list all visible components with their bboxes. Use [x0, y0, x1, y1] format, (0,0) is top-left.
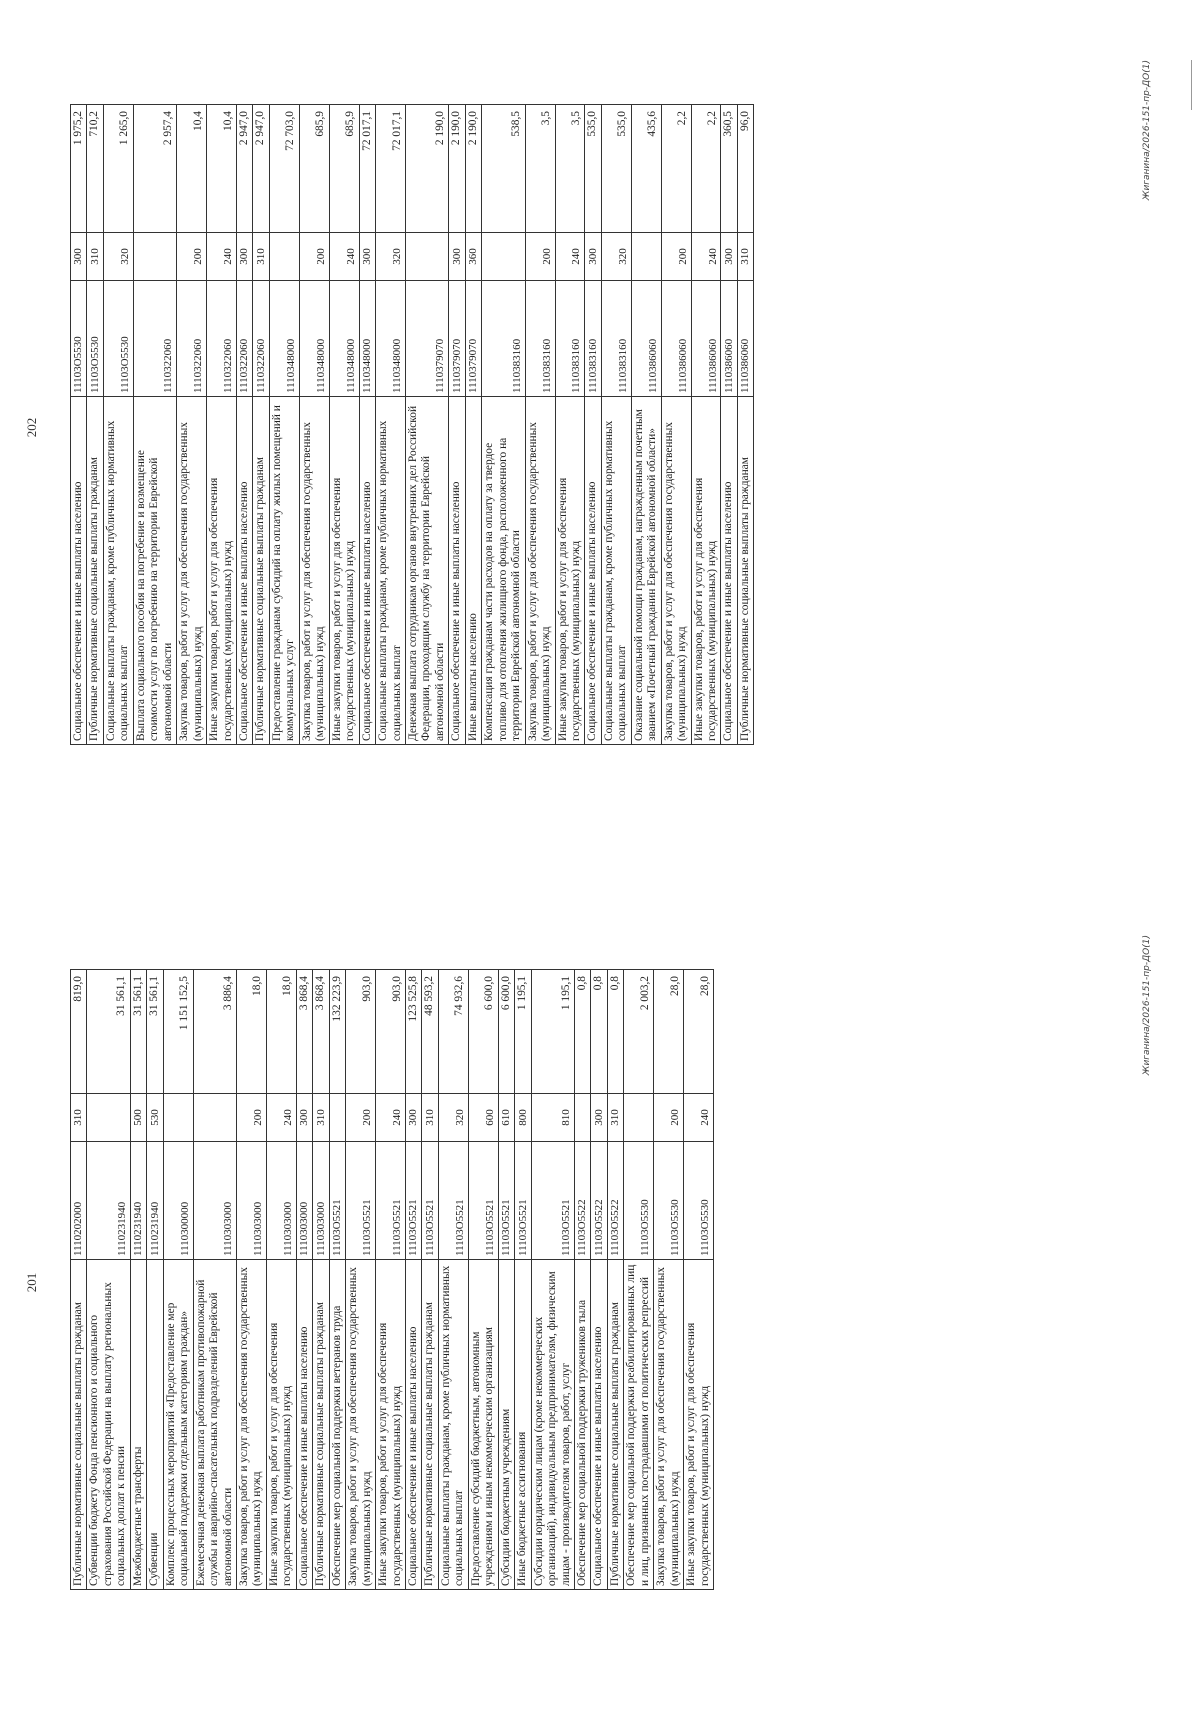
row-code-cell: 1110386060: [691, 281, 721, 397]
row-expense-type-cell: 300: [359, 233, 375, 281]
row-expense-type-cell: 530: [147, 1094, 163, 1142]
row-name-cell: Иные закупки товаров, работ и услуг для обеспечения государственных (муниципальных) нужд: [266, 1260, 296, 1590]
row-expense-type-cell: 240: [684, 1094, 714, 1142]
row-expense-type-cell: 600: [468, 1094, 498, 1142]
row-code-cell: 1110386060: [721, 281, 737, 397]
row-name-cell: Обеспечение мер социальной поддержки ветеранов труда: [329, 1260, 345, 1590]
row-name-cell: Предоставление гражданам субсидий на оплату жилых помещений и коммунальных услуг: [269, 397, 299, 745]
row-expense-type-cell: 310: [607, 1094, 623, 1142]
table-row: [737, 105, 753, 745]
table-row: [177, 105, 207, 745]
row-name-cell: Предоставление субсидий бюджетным, автономным учреждениям и иным некоммерческим организациям: [468, 1260, 498, 1590]
table-row: [193, 970, 236, 1590]
row-name-cell: Иные закупки товаров, работ и услуг для обеспечения государственных (муниципальных) нужд: [684, 1260, 714, 1590]
table-row: [236, 105, 252, 745]
row-name-cell: Иные закупки товаров, работ и услуг для обеспечения государственных (муниципальных) нужд: [691, 397, 721, 745]
table-row: [531, 970, 574, 1590]
table-row: [71, 105, 87, 745]
row-code-cell: 11103О5530: [684, 1142, 714, 1260]
row-name-cell: Закупка товаров, работ и услуг для обеспечения государственных (муниципальных) нужд: [654, 1260, 684, 1590]
row-expense-type-cell: 320: [438, 1094, 468, 1142]
row-code-cell: 11103О5521: [468, 1142, 498, 1260]
row-name-cell: Денежная выплата сотрудникам органов внутренних дел Российской Федерации, проходящим службу на территории Еврейской автономной области: [405, 397, 448, 745]
row-code-cell: 11103О5530: [624, 1142, 654, 1260]
row-expense-type-cell: 300: [296, 1094, 312, 1142]
row-amount-cell: 132 223,9: [329, 970, 345, 1094]
row-name-cell: Субвенции: [147, 1260, 163, 1590]
row-code-cell: 11103О5530: [87, 281, 103, 397]
row-amount-cell: 535,0: [601, 105, 631, 233]
table-row: [87, 970, 130, 1590]
row-amount-cell: 3 868,4: [313, 970, 329, 1094]
row-code-cell: 1110231940: [87, 1142, 130, 1260]
row-code-cell: 1110303000: [193, 1142, 236, 1260]
row-expense-type-cell: 200: [346, 1094, 376, 1142]
row-code-cell: 1110383160: [525, 281, 555, 397]
row-expense-type-cell: 320: [376, 233, 406, 281]
row-amount-cell: 31 561,1: [87, 970, 130, 1094]
row-expense-type-cell: [133, 233, 176, 281]
row-expense-type-cell: 240: [376, 1094, 406, 1142]
row-expense-type-cell: [574, 1094, 590, 1142]
row-name-cell: Закупка товаров, работ и услуг для обеспечения государственных (муниципальных) нужд: [236, 1260, 266, 1590]
row-code-cell: 1110231940: [147, 1142, 163, 1260]
page-left: [0, 855, 1200, 1710]
row-expense-type-cell: 300: [405, 1094, 421, 1142]
row-expense-type-cell: 240: [329, 233, 359, 281]
row-amount-cell: 1 195,1: [531, 970, 574, 1094]
row-name-cell: Публичные нормативные социальные выплаты гражданам: [607, 1260, 623, 1590]
row-amount-cell: 2 190,0: [449, 105, 465, 233]
row-expense-type-cell: 320: [103, 233, 133, 281]
row-amount-cell: 3 886,4: [193, 970, 236, 1094]
page-number: 201: [24, 1272, 39, 1293]
row-amount-cell: 360,5: [721, 105, 737, 233]
row-code-cell: 1110348000: [269, 281, 299, 397]
row-amount-cell: 28,0: [684, 970, 714, 1094]
row-code-cell: 11103О5530: [71, 281, 87, 397]
row-amount-cell: 1 975,2: [71, 105, 87, 233]
row-amount-cell: 72 703,0: [269, 105, 299, 233]
table-row: [607, 970, 623, 1590]
row-code-cell: 1110383160: [482, 281, 525, 397]
row-code-cell: 1110303000: [266, 1142, 296, 1260]
row-name-cell: Социальное обеспечение и иные выплаты населению: [449, 397, 465, 745]
table-row: [405, 970, 421, 1590]
row-amount-cell: 0,8: [591, 970, 607, 1094]
table-row: [405, 105, 448, 745]
row-name-cell: Закупка товаров, работ и услуг для обеспечения государственных (муниципальных) нужд: [661, 397, 691, 745]
table-row: [465, 105, 481, 745]
table-row: [591, 970, 607, 1590]
table-row: [482, 105, 525, 745]
table-row: [585, 105, 601, 745]
row-code-cell: 1110300000: [163, 1142, 193, 1260]
row-code-cell: 1110322060: [253, 281, 269, 397]
row-amount-cell: 0,8: [574, 970, 590, 1094]
row-amount-cell: 74 932,6: [438, 970, 468, 1094]
row-code-cell: 1110303000: [236, 1142, 266, 1260]
row-amount-cell: 903,0: [346, 970, 376, 1094]
budget-table: [70, 104, 754, 745]
table-row: [661, 105, 691, 745]
row-amount-cell: 2,2: [691, 105, 721, 233]
table-row: [130, 970, 146, 1590]
row-expense-type-cell: 300: [449, 233, 465, 281]
row-expense-type-cell: 610: [498, 1094, 514, 1142]
row-expense-type-cell: 200: [654, 1094, 684, 1142]
row-name-cell: Субсидии юридическим лицам (кроме некоммерческих организаций), индивидуальным предпринимателям, физическим лицам - производителям товаров, работ, услуг: [531, 1260, 574, 1590]
table-row: [359, 105, 375, 745]
row-name-cell: Субсидии бюджетным учреждениям: [498, 1260, 514, 1590]
table-row: [266, 970, 296, 1590]
document-footer: Жиганина/2026-151-пр-ДО(1): [1142, 935, 1152, 1076]
row-expense-type-cell: 300: [591, 1094, 607, 1142]
table-row: [654, 970, 684, 1590]
row-code-cell: 1110231940: [130, 1142, 146, 1260]
table-row: [498, 970, 514, 1590]
row-amount-cell: 6 600,0: [468, 970, 498, 1094]
row-amount-cell: 0,8: [607, 970, 623, 1094]
row-name-cell: Социальное обеспечение и иные выплаты населению: [721, 397, 737, 745]
row-code-cell: 11103О5530: [103, 281, 133, 397]
row-amount-cell: 1 265,0: [103, 105, 133, 233]
row-expense-type-cell: [405, 233, 448, 281]
table-row: [691, 105, 721, 745]
row-expense-type-cell: 810: [531, 1094, 574, 1142]
row-amount-cell: 28,0: [654, 970, 684, 1094]
row-name-cell: Иные закупки товаров, работ и услуг для обеспечения государственных (муниципальных) нужд: [329, 397, 359, 745]
row-name-cell: Социальное обеспечение и иные выплаты населению: [585, 397, 601, 745]
table-row: [103, 105, 133, 745]
row-amount-cell: 31 561,1: [147, 970, 163, 1094]
row-name-cell: Социальное обеспечение и иные выплаты населению: [591, 1260, 607, 1590]
row-expense-type-cell: 300: [721, 233, 737, 281]
row-amount-cell: 10,4: [207, 105, 237, 233]
row-name-cell: Социальное обеспечение и иные выплаты населению: [236, 397, 252, 745]
row-expense-type-cell: 310: [253, 233, 269, 281]
row-code-cell: 11103О5522: [607, 1142, 623, 1260]
row-expense-type-cell: [87, 1094, 130, 1142]
row-amount-cell: 538,5: [482, 105, 525, 233]
row-name-cell: Социальные выплаты гражданам, кроме публичных нормативных социальных выплат: [438, 1260, 468, 1590]
row-amount-cell: 18,0: [236, 970, 266, 1094]
row-expense-type-cell: 240: [691, 233, 721, 281]
row-amount-cell: 72 017,1: [376, 105, 406, 233]
row-name-cell: Закупка товаров, работ и услуг для обеспечения государственных (муниципальных) нужд: [525, 397, 555, 745]
row-name-cell: Социальные выплаты гражданам, кроме публичных нормативных социальных выплат: [376, 397, 406, 745]
table-row: [422, 970, 438, 1590]
row-code-cell: 1110348000: [359, 281, 375, 397]
row-code-cell: 11103О5521: [498, 1142, 514, 1260]
row-name-cell: Закупка товаров, работ и услуг для обеспечения государственных (муниципальных) нужд: [177, 397, 207, 745]
table-row: [296, 970, 312, 1590]
row-amount-cell: 2 957,4: [133, 105, 176, 233]
row-code-cell: 1110383160: [585, 281, 601, 397]
row-expense-type-cell: [482, 233, 525, 281]
row-name-cell: Закупка товаров, работ и услуг для обеспечения государственных (муниципальных) нужд: [346, 1260, 376, 1590]
row-expense-type-cell: 800: [515, 1094, 531, 1142]
row-name-cell: Иные закупки товаров, работ и услуг для обеспечения государственных (муниципальных) нужд: [207, 397, 237, 745]
row-code-cell: 11103О5522: [591, 1142, 607, 1260]
table-row: [329, 105, 359, 745]
row-amount-cell: 3,5: [555, 105, 585, 233]
table-row: [601, 105, 631, 745]
table-row: [631, 105, 661, 745]
row-name-cell: Социальное обеспечение и иные выплаты населению: [296, 1260, 312, 1590]
row-expense-type-cell: 240: [555, 233, 585, 281]
table-row: [329, 970, 345, 1590]
row-amount-cell: 18,0: [266, 970, 296, 1094]
table-row: [133, 105, 176, 745]
row-name-cell: Иные закупки товаров, работ и услуг для обеспечения государственных (муниципальных) нужд: [376, 1260, 406, 1590]
row-code-cell: 11103О5521: [531, 1142, 574, 1260]
row-amount-cell: 435,6: [631, 105, 661, 233]
row-amount-cell: 2 947,0: [253, 105, 269, 233]
row-amount-cell: 6 600,0: [498, 970, 514, 1094]
row-expense-type-cell: 200: [661, 233, 691, 281]
row-code-cell: 1110379070: [405, 281, 448, 397]
row-name-cell: Публичные нормативные социальные выплаты гражданам: [253, 397, 269, 745]
row-expense-type-cell: 360: [465, 233, 481, 281]
row-expense-type-cell: [329, 1094, 345, 1142]
row-expense-type-cell: [163, 1094, 193, 1142]
row-expense-type-cell: 310: [737, 233, 753, 281]
table-row: [449, 105, 465, 745]
row-amount-cell: 10,4: [177, 105, 207, 233]
row-name-cell: Социальные выплаты гражданам, кроме публичных нормативных социальных выплат: [103, 397, 133, 745]
document-footer: Жиганина/2026-151-пр-ДО(1): [1142, 60, 1152, 201]
row-expense-type-cell: 200: [525, 233, 555, 281]
row-expense-type-cell: 310: [422, 1094, 438, 1142]
row-code-cell: 1110386060: [631, 281, 661, 397]
row-code-cell: 1110383160: [601, 281, 631, 397]
table-row: [438, 970, 468, 1590]
row-name-cell: Социальное обеспечение и иные выплаты населению: [405, 1260, 421, 1590]
table-row: [147, 970, 163, 1590]
row-name-cell: Публичные нормативные социальные выплаты гражданам: [87, 397, 103, 745]
row-amount-cell: 1 195,1: [515, 970, 531, 1094]
row-expense-type-cell: 300: [71, 233, 87, 281]
page-number: 202: [24, 417, 39, 438]
row-name-cell: Публичные нормативные социальные выплаты гражданам: [737, 397, 753, 745]
table-row: [555, 105, 585, 745]
row-expense-type-cell: 240: [266, 1094, 296, 1142]
row-expense-type-cell: [624, 1094, 654, 1142]
row-amount-cell: 2 003,2: [624, 970, 654, 1094]
row-amount-cell: 903,0: [376, 970, 406, 1094]
row-name-cell: Закупка товаров, работ и услуг для обеспечения государственных (муниципальных) нужд: [299, 397, 329, 745]
table-row: [515, 970, 531, 1590]
row-amount-cell: 535,0: [585, 105, 601, 233]
row-name-cell: Субвенции бюджету Фонда пенсионного и социального страхования Российской Федерации на выплату региональных социальных доплат к пенсии: [87, 1260, 130, 1590]
row-expense-type-cell: 200: [177, 233, 207, 281]
row-expense-type-cell: 200: [299, 233, 329, 281]
row-expense-type-cell: 200: [236, 1094, 266, 1142]
row-name-cell: Публичные нормативные социальные выплаты гражданам: [71, 1260, 87, 1590]
row-expense-type-cell: [193, 1094, 236, 1142]
row-name-cell: Ежемесячная денежная выплата работникам противопожарной службы и аварийно-спасательных подразделений Еврейской автономной области: [193, 1260, 236, 1590]
row-expense-type-cell: [631, 233, 661, 281]
row-code-cell: 1110348000: [376, 281, 406, 397]
row-amount-cell: 48 593,2: [422, 970, 438, 1094]
table-row: [313, 970, 329, 1590]
row-code-cell: 11103О5521: [405, 1142, 421, 1260]
row-code-cell: 11103О5530: [654, 1142, 684, 1260]
row-amount-cell: 2 190,0: [465, 105, 481, 233]
table-row: [87, 105, 103, 745]
row-code-cell: 1110379070: [465, 281, 481, 397]
row-code-cell: 1110303000: [313, 1142, 329, 1260]
row-amount-cell: 3 868,4: [296, 970, 312, 1094]
row-name-cell: Межбюджетные трансферты: [130, 1260, 146, 1590]
row-code-cell: 1110322060: [207, 281, 237, 397]
budget-table: [70, 969, 714, 1590]
row-expense-type-cell: 240: [207, 233, 237, 281]
table-row: [236, 970, 266, 1590]
row-amount-cell: 710,2: [87, 105, 103, 233]
row-code-cell: 1110322060: [236, 281, 252, 397]
row-name-cell: Комплекс процессных мероприятий «Предоставление мер социальной поддержки отдельным категориям граждан»: [163, 1260, 193, 1590]
row-name-cell: Иные закупки товаров, работ и услуг для обеспечения государственных (муниципальных) нужд: [555, 397, 585, 745]
row-code-cell: 11103О5522: [574, 1142, 590, 1260]
table-row: [269, 105, 299, 745]
row-amount-cell: 123 525,8: [405, 970, 421, 1094]
row-code-cell: 11103О5521: [329, 1142, 345, 1260]
row-code-cell: 11103О5521: [422, 1142, 438, 1260]
row-expense-type-cell: 310: [71, 1094, 87, 1142]
row-expense-type-cell: 300: [236, 233, 252, 281]
table-row: [624, 970, 654, 1590]
row-code-cell: 1110383160: [555, 281, 585, 397]
row-amount-cell: 2,2: [661, 105, 691, 233]
row-code-cell: 11103О5521: [346, 1142, 376, 1260]
row-name-cell: Социальное обеспечение и иные выплаты населению: [71, 397, 87, 745]
table-row: [163, 970, 193, 1590]
row-code-cell: 1110348000: [299, 281, 329, 397]
table-row: [376, 105, 406, 745]
row-name-cell: Оказание социальной помощи гражданам, награжденным почетным званием «Почетный гражданин Еврейской автономной области»: [631, 397, 661, 745]
row-expense-type-cell: 500: [130, 1094, 146, 1142]
row-name-cell: Публичные нормативные социальные выплаты гражданам: [422, 1260, 438, 1590]
row-expense-type-cell: 300: [585, 233, 601, 281]
row-code-cell: 11103О5521: [515, 1142, 531, 1260]
row-amount-cell: 72 017,1: [359, 105, 375, 233]
table-row: [684, 970, 714, 1590]
row-code-cell: 1110303000: [296, 1142, 312, 1260]
row-expense-type-cell: [269, 233, 299, 281]
row-name-cell: Обеспечение мер социальной поддержки реабилитированных лиц и лиц, признанных пострадавшими от политических репрессий: [624, 1260, 654, 1590]
row-amount-cell: 96,0: [737, 105, 753, 233]
row-code-cell: 1110322060: [133, 281, 176, 397]
row-amount-cell: 2 947,0: [236, 105, 252, 233]
row-amount-cell: 685,9: [329, 105, 359, 233]
row-amount-cell: 31 561,1: [130, 970, 146, 1094]
table-row: [721, 105, 737, 745]
table-row: [525, 105, 555, 745]
row-code-cell: 1110348000: [329, 281, 359, 397]
table-row: [574, 970, 590, 1590]
row-name-cell: Публичные нормативные социальные выплаты гражданам: [313, 1260, 329, 1590]
row-amount-cell: 3,5: [525, 105, 555, 233]
row-name-cell: Обеспечение мер социальной поддержки тружеников тыла: [574, 1260, 590, 1590]
table-row: [376, 970, 406, 1590]
budget-table-body: [71, 970, 714, 1590]
row-expense-type-cell: 310: [313, 1094, 329, 1142]
row-name-cell: Социальное обеспечение и иные выплаты населению: [359, 397, 375, 745]
row-amount-cell: 685,9: [299, 105, 329, 233]
row-code-cell: 1110202000: [71, 1142, 87, 1260]
row-name-cell: Выплата социального пособия на погребение и возмещение стоимости услуг по погребению на территории Еврейской автономной области: [133, 397, 176, 745]
table-row: [207, 105, 237, 745]
table-row: [299, 105, 329, 745]
row-expense-type-cell: 310: [87, 233, 103, 281]
row-code-cell: 11103О5521: [438, 1142, 468, 1260]
table-row: [346, 970, 376, 1590]
row-code-cell: 11103О5521: [376, 1142, 406, 1260]
row-expense-type-cell: 320: [601, 233, 631, 281]
table-row: [71, 970, 87, 1590]
row-code-cell: 1110386060: [737, 281, 753, 397]
row-amount-cell: 819,0: [71, 970, 87, 1094]
row-amount-cell: 1 151 152,5: [163, 970, 193, 1094]
row-name-cell: Социальные выплаты гражданам, кроме публичных нормативных социальных выплат: [601, 397, 631, 745]
table-row: [253, 105, 269, 745]
row-code-cell: 1110386060: [661, 281, 691, 397]
scan-edge-mark: [1191, 60, 1192, 110]
budget-table-body: [71, 105, 754, 745]
row-name-cell: Компенсация гражданам части расходов на оплату за твердое топливо для отопления жилищного фонда, расположенного на территории Еврейской автономной области: [482, 397, 525, 745]
table-row: [468, 970, 498, 1590]
row-name-cell: Иные выплаты населению: [465, 397, 481, 745]
row-code-cell: 1110379070: [449, 281, 465, 397]
row-code-cell: 1110322060: [177, 281, 207, 397]
row-amount-cell: 2 190,0: [405, 105, 448, 233]
row-name-cell: Иные бюджетные ассигнования: [515, 1260, 531, 1590]
